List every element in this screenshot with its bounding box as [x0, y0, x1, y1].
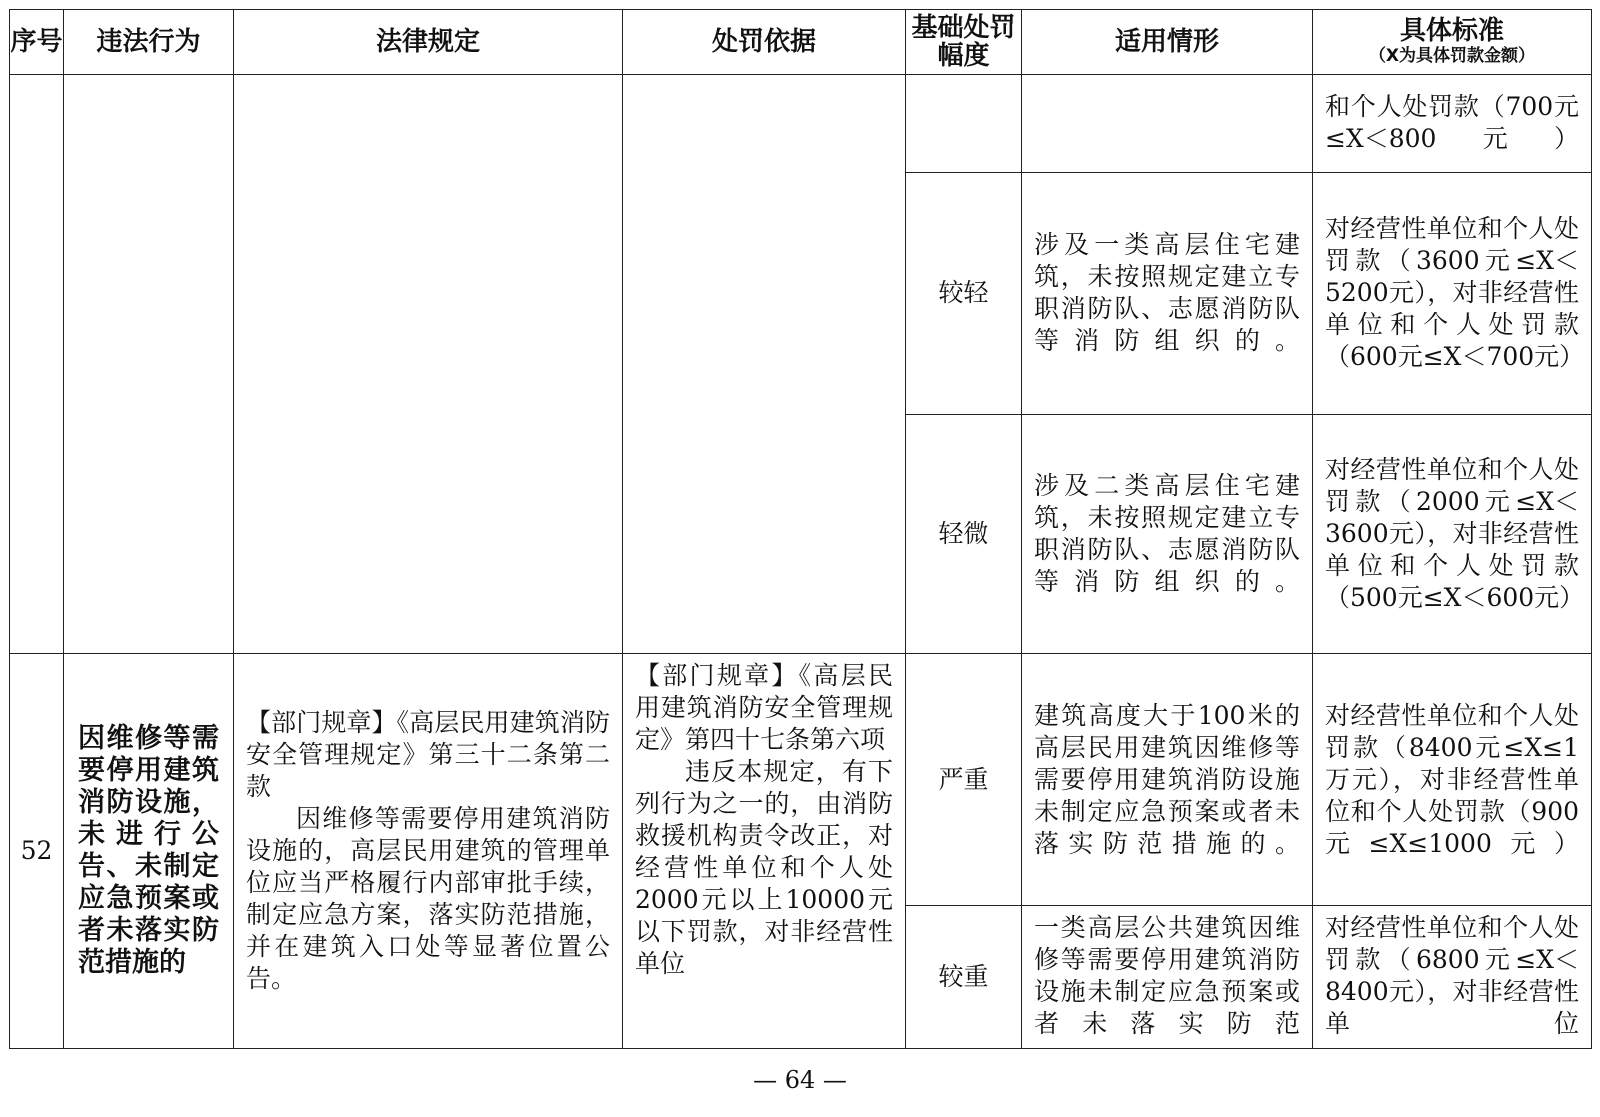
standard-cell: 对经营性单位和个人处罚款（8400元≤X≤1万元），对非经营性单位和个人处罚款（900元≤X≤1000元）: [1313, 653, 1592, 906]
seq-cell: 52: [10, 653, 64, 1048]
continued-basis-cell: [623, 74, 906, 653]
legal-provision-cell: [234, 653, 623, 1048]
standard-cell: 对经营性单位和个人处罚款（3600元≤X＜5200元），对非经营性单位和个人处罚款（600元≤X＜700元）: [1313, 172, 1592, 415]
situation-cell: 涉及二类高层住宅建筑，未按照规定建立专职消防队、志愿消防队等消防组织的。: [1022, 415, 1313, 654]
table-row: [10, 74, 1592, 172]
continued-seq-cell: [10, 74, 64, 653]
header-standard: [1313, 10, 1592, 75]
header-law: 法律规定: [234, 10, 623, 75]
situation-cell: 涉及一类高层住宅建筑，未按照规定建立专职消防队、志愿消防队等消防组织的。: [1022, 172, 1313, 415]
penalty-basis-cell: [623, 653, 906, 1048]
header-basis: 处罚依据: [623, 10, 906, 75]
continued-behavior-cell: [64, 74, 234, 653]
header-behavior: 违法行为: [64, 10, 234, 75]
situation-cell: 一类高层公共建筑因维修等需要停用建筑消防设施未制定应急预案或者未落实防范: [1022, 906, 1313, 1049]
basis-body: 违反本规定，有下列行为之一的，由消防救援机构责令改正，对经营性单位和个人处2000元以上10000元以下罚款，对非经营性单位: [635, 756, 893, 978]
header-seq: 序号: [10, 10, 64, 75]
header-degree: 基础处罚幅度: [906, 10, 1022, 75]
standard-cell: 和个人处罚款（700元≤X＜800元）: [1313, 74, 1592, 172]
standard-cell: 对经营性单位和个人处罚款（6800元≤X＜8400元），对非经营性单位: [1313, 906, 1592, 1049]
violation-behavior-cell: 因维修等需要停用建筑消防设施，未进行公告、未制定应急预案或者未落实防范措施的: [64, 653, 234, 1048]
degree-cell: 较轻: [906, 172, 1022, 415]
law-title: 【部门规章】《高层民用建筑消防安全管理规定》第三十二条第二款: [246, 707, 610, 801]
degree-cell: 轻微: [906, 415, 1022, 654]
basis-title: 【部门规章】《高层民用建筑消防安全管理规定》第四十七条第六项: [635, 660, 893, 754]
header-standard-title: 具体标准: [1399, 15, 1504, 46]
law-body: 因维修等需要停用建筑消防设施的，高层民用建筑的管理单位应当严格履行内部审批手续，制定应急方案，落实防范措施，并在建筑入口处等显著位置公告。: [246, 803, 610, 993]
header-situation: 适用情形: [1022, 10, 1313, 75]
header-standard-note: （X为具体罚款金额）: [1368, 45, 1536, 66]
degree-cell: 较重: [906, 906, 1022, 1049]
continued-law-cell: [234, 74, 623, 653]
degree-cell: [906, 74, 1022, 172]
standard-cell: 对经营性单位和个人处罚款（2000元≤X＜3600元），对非经营性单位和个人处罚款（500元≤X＜600元）: [1313, 415, 1592, 654]
situation-cell: 建筑高度大于100米的高层民用建筑因维修等需要停用建筑消防设施未制定应急预案或者未落实防范措施的。: [1022, 653, 1313, 906]
table-row: [10, 653, 1592, 906]
header-row: [10, 10, 1592, 75]
situation-cell: [1022, 74, 1313, 172]
degree-cell: 严重: [906, 653, 1022, 906]
penalty-standard-table: [9, 9, 1592, 1049]
page-number: — 64 —: [753, 1066, 847, 1094]
